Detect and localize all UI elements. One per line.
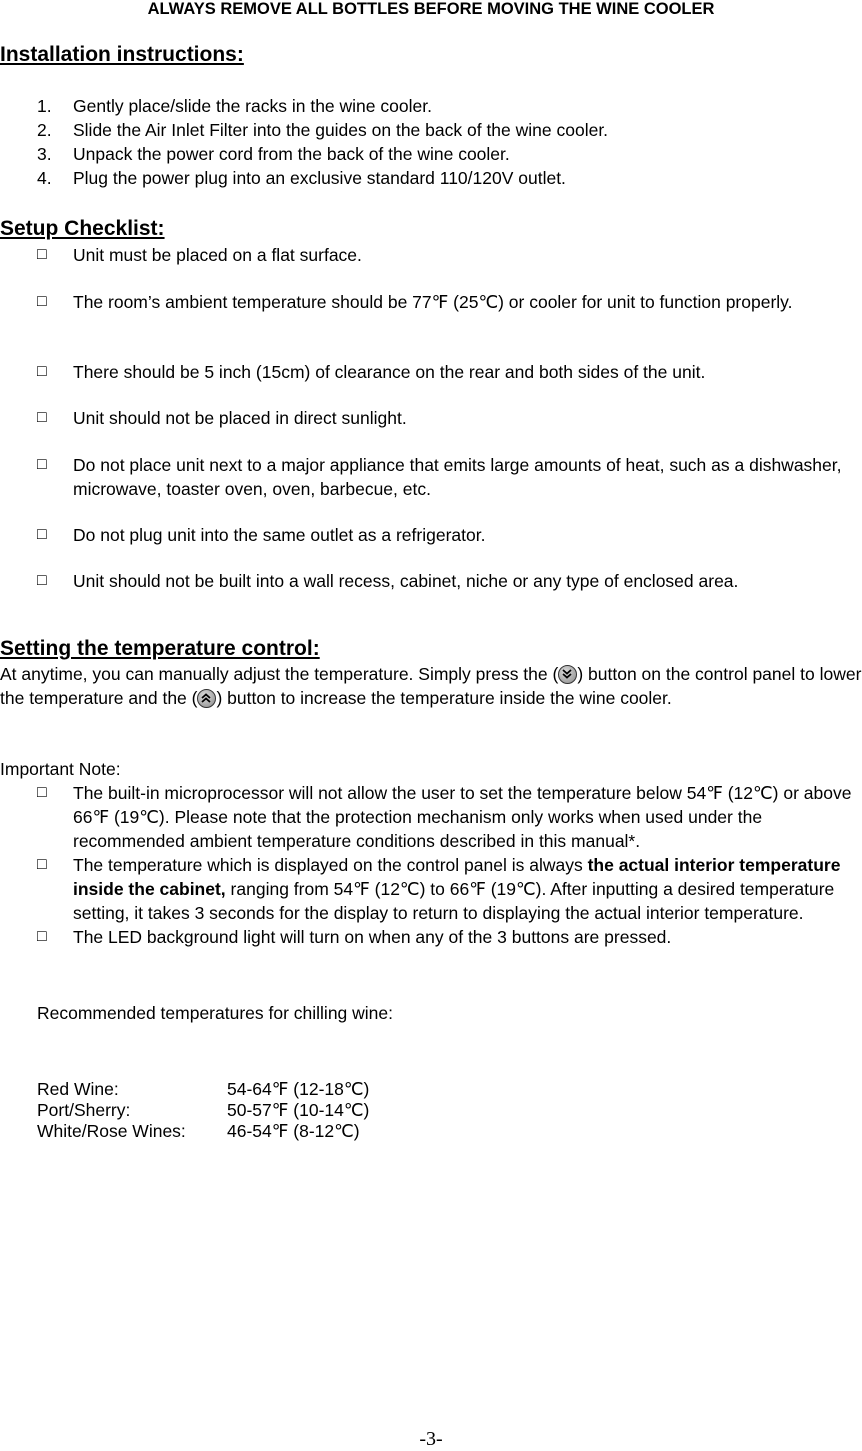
important-note-label: Important Note: xyxy=(0,759,121,779)
checkbox-icon: □ xyxy=(37,456,47,473)
installation-steps xyxy=(37,94,857,190)
intro-text-c: ) button to increase the temperature inside the wine cooler. xyxy=(216,688,672,708)
checklist-item xyxy=(37,406,857,430)
checkbox-icon: □ xyxy=(37,784,47,801)
wine-row xyxy=(37,1079,369,1100)
checkbox-icon: □ xyxy=(37,293,47,310)
checklist-item xyxy=(37,523,857,547)
checklist-text: Unit should not be built into a wall recess, cabinet, niche or any type of enclosed area. xyxy=(73,571,739,591)
important-notes xyxy=(37,781,857,949)
wine-range: 54-64℉ (12-18℃) xyxy=(227,1079,370,1099)
note-text-b: ranging from 54℉ (12℃) to 66℉ (19℃). After inputting a desired temperature setting, it takes 3 seconds for the display to return to displaying the actual interior temperature. xyxy=(73,879,835,923)
step-item xyxy=(37,118,857,142)
page-number: -3- xyxy=(419,1428,443,1450)
note-bold-text: the actual interior temperature inside the cabinet, xyxy=(73,855,841,899)
wine-range: 50-57℉ (10-14℃) xyxy=(227,1100,370,1120)
wine-name: Port/Sherry: xyxy=(37,1100,131,1120)
step-item xyxy=(37,166,857,190)
step-item xyxy=(37,142,857,166)
down-arrow-button-icon xyxy=(558,665,577,684)
recommended-label: Recommended temperatures for chilling wine: xyxy=(37,1003,393,1023)
note-item xyxy=(37,781,857,853)
step-number: 1. xyxy=(37,96,52,116)
wine-name: White/Rose Wines: xyxy=(37,1121,186,1141)
up-arrow-button-icon xyxy=(197,689,216,708)
checklist-heading: Setup Checklist: xyxy=(0,217,165,240)
warning-banner: ALWAYS REMOVE ALL BOTTLES BEFORE MOVING THE WINE COOLER xyxy=(147,0,715,18)
note-item xyxy=(37,925,857,949)
checklist-text: Do not plug unit into the same outlet as a refrigerator. xyxy=(73,525,486,545)
checklist-item xyxy=(37,360,857,384)
step-number: 2. xyxy=(37,120,52,140)
step-number: 4. xyxy=(37,168,52,188)
temperature-heading: Setting the temperature control: xyxy=(0,637,320,660)
checklist-text: Unit should not be placed in direct sunlight. xyxy=(73,408,407,428)
checklist-item xyxy=(37,243,857,267)
wine-name: Red Wine: xyxy=(37,1079,119,1099)
checklist-item xyxy=(37,569,857,593)
checkbox-icon: □ xyxy=(37,928,47,945)
installation-heading: Installation instructions: xyxy=(0,43,244,66)
wine-temperature-table xyxy=(37,1079,369,1142)
wine-row xyxy=(37,1100,369,1121)
note-text xyxy=(73,853,857,925)
checkbox-icon: □ xyxy=(37,409,47,426)
checkbox-icon: □ xyxy=(37,363,47,380)
temperature-intro xyxy=(0,662,862,710)
checklist-text: Do not place unit next to a major appliance that emits large amounts of heat, such as a dishwasher, microwave, toaster oven, oven, barbecue, etc. xyxy=(73,455,842,499)
intro-text-b: ) button on the control panel to lower the temperature and the ( xyxy=(0,664,862,708)
wine-range: 46-54℉ (8-12℃) xyxy=(227,1121,360,1141)
checkbox-icon: □ xyxy=(37,526,47,543)
note-text: The built-in microprocessor will not allow the user to set the temperature below 54℉ (12℃) or above 66℉ (19℃). Please note that the protection mechanism only works when used under the recommended ambient temperature conditions described in this manual*. xyxy=(73,783,852,851)
step-text: Unpack the power cord from the back of the wine cooler. xyxy=(73,144,510,164)
checklist-item xyxy=(37,290,857,314)
checkbox-icon: □ xyxy=(37,572,47,589)
note-item xyxy=(37,853,857,925)
step-text: Plug the power plug into an exclusive standard 110/120V outlet. xyxy=(73,168,566,188)
checkbox-icon: □ xyxy=(37,856,47,873)
checklist-item xyxy=(37,453,857,501)
note-text-a: The temperature which is displayed on the control panel is always xyxy=(73,855,588,875)
note-text: The LED background light will turn on when any of the 3 buttons are pressed. xyxy=(73,927,672,947)
checklist-text: There should be 5 inch (15cm) of clearance on the rear and both sides of the unit. xyxy=(73,362,706,382)
step-text: Gently place/slide the racks in the wine cooler. xyxy=(73,96,432,116)
checklist-text: Unit must be placed on a flat surface. xyxy=(73,245,362,265)
checkbox-icon: □ xyxy=(37,246,47,263)
step-item xyxy=(37,94,857,118)
step-text: Slide the Air Inlet Filter into the guides on the back of the wine cooler. xyxy=(73,120,609,140)
intro-text-a: At anytime, you can manually adjust the temperature. Simply press the ( xyxy=(0,664,559,684)
step-number: 3. xyxy=(37,144,52,164)
wine-row xyxy=(37,1121,369,1142)
checklist-text: The room’s ambient temperature should be 77℉ (25℃) or cooler for unit to function properly. xyxy=(73,292,793,312)
